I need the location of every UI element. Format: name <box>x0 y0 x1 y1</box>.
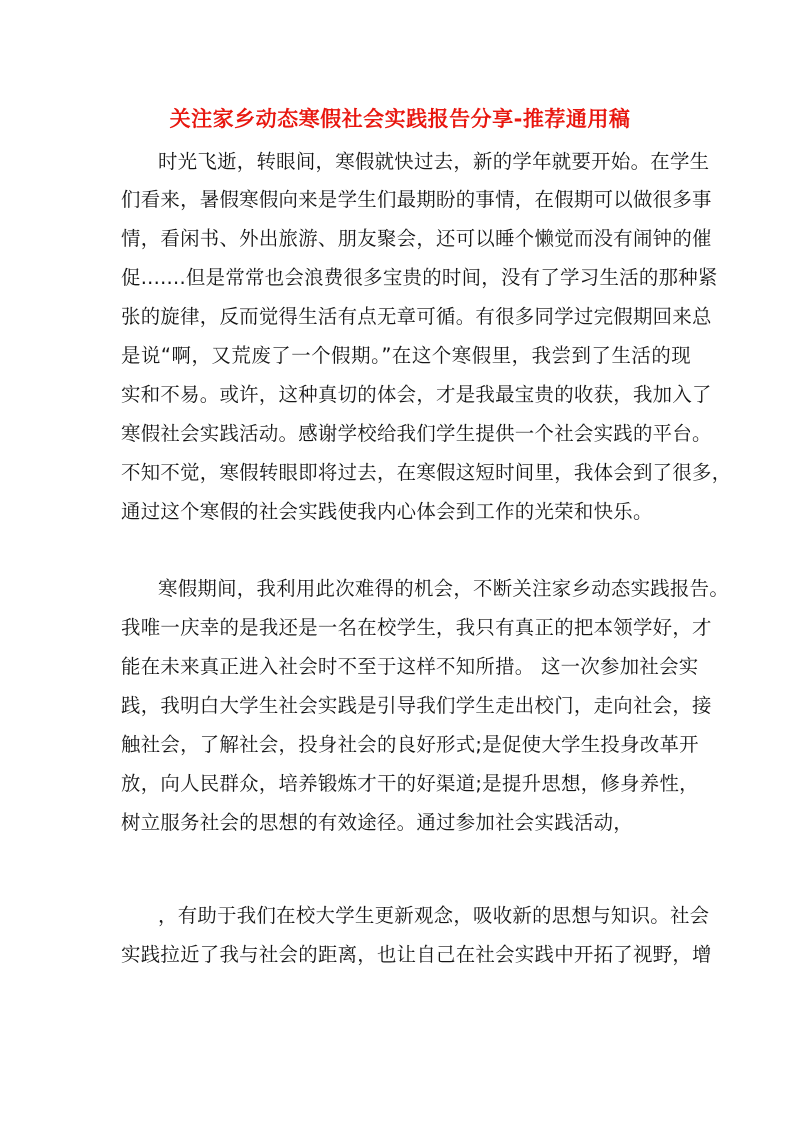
paragraph-1-line-8: 寒假社会实践活动。感谢学校给我们学生提供一个社会实践的平台。 <box>121 422 712 445</box>
paragraph-2-line-7: 树立服务社会的思想的有效途径。通过参加社会实践活动， <box>121 811 633 834</box>
paragraph-1-line-1: 时光飞逝，转眼间，寒假就快过去，新的学年就要开始。在学生 <box>158 150 710 173</box>
paragraph-1-line-2: 们看来，暑假寒假向来是学生们最期盼的事情，在假期可以做很多事 <box>121 188 712 211</box>
paragraph-1-line-4: 促.......但是常常也会浪费很多宝贵的时间，没有了学习生活的那种紧 <box>121 266 718 289</box>
paragraph-1-line-9: 不知不觉，寒假转眼即将过去，在寒假这短时间里，我体会到了很多， <box>121 461 732 484</box>
paragraph-2-line-3: 能在未来真正进入社会时不至于这样不知所措。 这一次参加社会实 <box>121 655 699 678</box>
paragraph-1-line-6: 是说“啊，又荒废了一个假期。”在这个寒假里，我尝到了生活的现 <box>121 344 691 367</box>
paragraph-2-line-5: 触社会，了解社会，投身社会的良好形式;是促使大学生投身改革开 <box>121 733 699 756</box>
paragraph-1-line-7: 实和不易。或许，这种真切的体会，才是我最宝贵的收获，我加入了 <box>121 383 712 406</box>
paragraph-1-line-3: 情，看闲书、外出旅游、朋友聚会，还可以睡个懒觉而没有闹钟的催 <box>121 227 712 250</box>
paragraph-2-line-6: 放，向人民群众，培养锻炼才干的好渠道;是提升思想，修身养性， <box>121 772 699 795</box>
paragraph-1-line-5: 张的旋律，反而觉得生活有点无章可循。有很多同学过完假期回来总 <box>121 305 712 328</box>
paragraph-3-line-2: 实践拉近了我与社会的距离，也让自己在社会实践中开拓了视野，增 <box>121 943 712 966</box>
paragraph-1-line-10: 通过这个寒假的社会实践使我内心体会到工作的光荣和快乐。 <box>121 500 653 523</box>
paragraph-2-line-1: 寒假期间，我利用此次难得的机会，不断关注家乡动态实践报告。 <box>158 577 730 600</box>
paragraph-2-line-2: 我唯一庆幸的是我还是一名在校学生，我只有真正的把本领学好，才 <box>121 616 712 639</box>
paragraph-3-line-1: ，有助于我们在校大学生更新观念，吸收新的思想与知识。社会 <box>158 904 710 927</box>
paragraph-2-line-4: 践，我明白大学生社会实践是引导我们学生走出校门，走向社会，接 <box>121 694 712 717</box>
document-title: 关注家乡动态寒假社会实践报告分享-推荐通用稿 <box>169 107 631 131</box>
